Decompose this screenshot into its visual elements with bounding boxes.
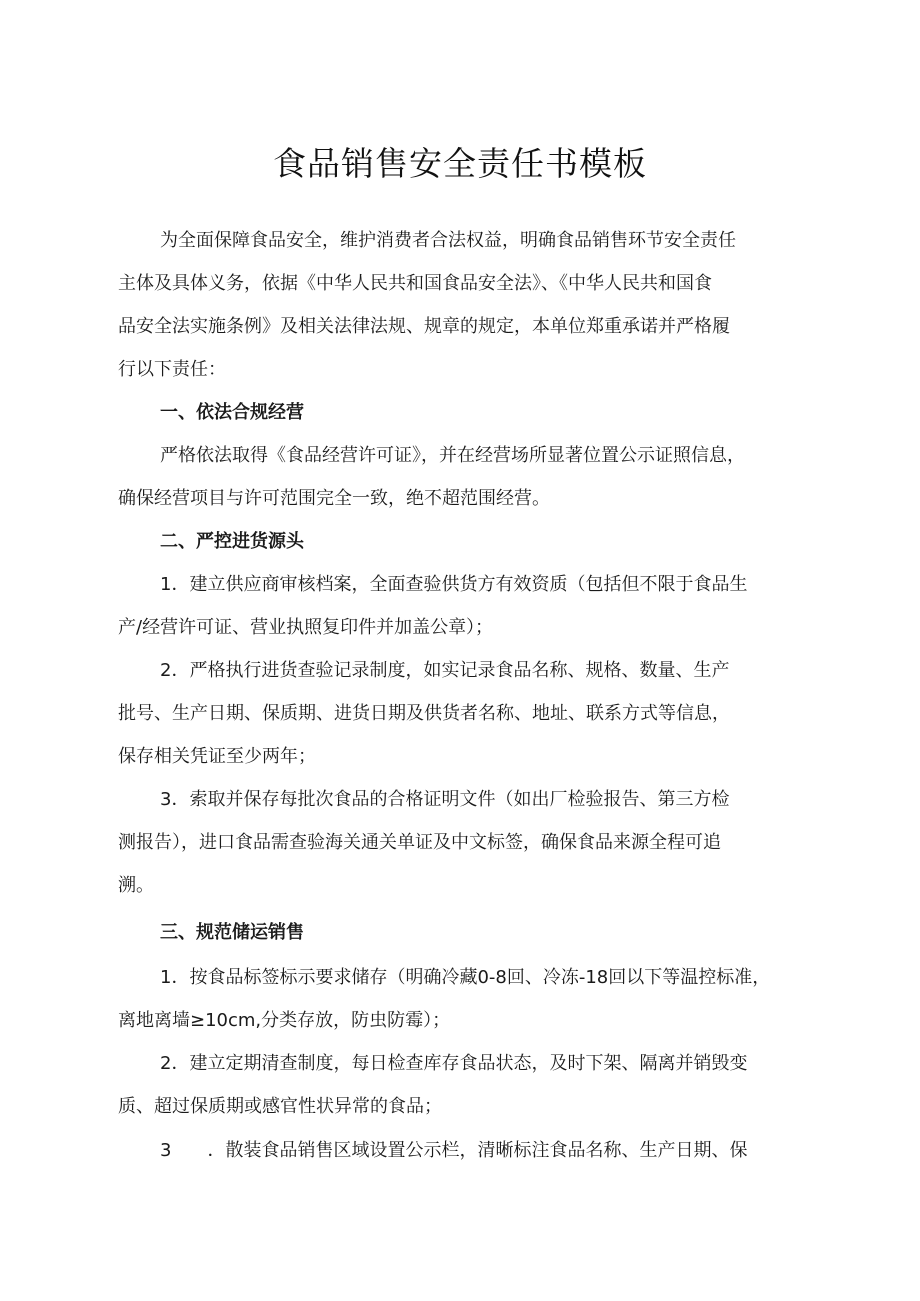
list-item-line: 批号、生产日期、保质期、进货日期及供货者名称、地址、联系方式等信息， [118, 703, 730, 724]
list-item-line: 2．严格执行进货查验记录制度，如实记录食品名称、规格、数量、生产 [160, 660, 730, 681]
list-item-line: 1．按食品标签标示要求储存（明确冷藏0-8回、冷冻-18回以下等温控标准， [160, 967, 771, 988]
paragraph-line: 确保经营项目与许可范围完全一致，绝不超范围经营。 [118, 488, 550, 509]
list-item-line: 1．建立供应商审核档案，全面查验供货方有效资质（包括但不限于食品生 [160, 574, 748, 595]
list-item-line: 3 ．散装食品销售区域设置公示栏，清晰标注食品名称、生产日期、保 [160, 1140, 748, 1161]
list-item-line: 质、超过保质期或感官性状异常的食品； [118, 1096, 442, 1117]
list-item-line: 溯。 [118, 875, 154, 896]
paragraph-line: 行以下责任： [118, 359, 226, 380]
list-item-line: 测报告），进口食品需查验海关通关单证及中文标签，确保食品来源全程可追 [118, 832, 721, 853]
list-item-line: 离地离墙≥10cm,分类存放，防虫防霉）； [118, 1010, 451, 1031]
section-heading: 一、依法合规经营 [160, 402, 304, 423]
list-item-line: 产/经营许可证、营业执照复印件并加盖公章）； [118, 617, 494, 638]
list-item-line: 2．建立定期清查制度，每日检查库存食品状态，及时下架、隔离并销毁变 [160, 1053, 748, 1074]
section-heading: 二、严控进货源头 [160, 531, 304, 552]
paragraph-line: 品安全法实施条例》及相关法律法规、规章的规定，本单位郑重承诺并严格履 [118, 316, 730, 337]
document-title: 食品销售安全责任书模板 [273, 144, 647, 184]
paragraph-line: 为全面保障食品安全，维护消费者合法权益，明确食品销售环节安全责任 [160, 230, 736, 251]
paragraph-line: 主体及具体义务，依据《中华人民共和国食品安全法》、《中华人民共和国食 [118, 273, 712, 294]
paragraph-line: 严格依法取得《食品经营许可证》，并在经营场所显著位置公示证照信息， [160, 445, 745, 466]
list-item-line: 3．索取并保存每批次食品的合格证明文件（如出厂检验报告、第三方检 [160, 789, 730, 810]
section-heading: 三、规范储运销售 [160, 922, 304, 943]
list-item-line: 保存相关凭证至少两年； [118, 746, 316, 767]
